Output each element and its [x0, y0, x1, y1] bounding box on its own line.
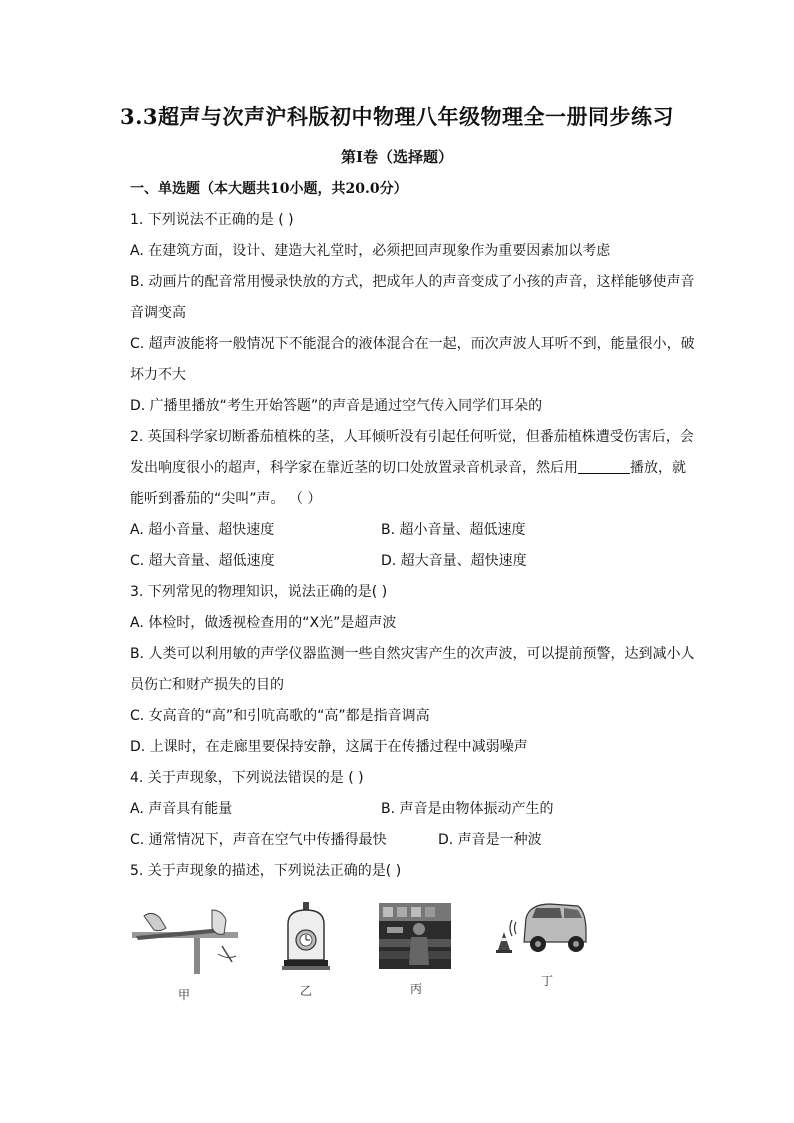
q4-option-a: A. 声音具有能量 [130, 801, 233, 817]
q3-option-c: C. 女高音的“高”和引吭高歌的“高”都是指音调高 [130, 708, 430, 724]
answer-blank [578, 459, 630, 474]
figure-label-yi: 乙 [300, 984, 313, 998]
q2-option-b: B. 超小音量、超低速度 [381, 522, 526, 538]
page-title: 3.3超声与次声沪科版初中物理八年级物理全一册同步练习 [119, 104, 675, 129]
q5-stem: 5. 关于声现象的描述，下列说法正确的是( ) [130, 863, 402, 879]
q1-option-a: A. 在建筑方面，设计、建造大礼堂时，必须把回声现象作为重要因素加以考虑 [130, 243, 611, 259]
q3-option-b-line2: 员伤亡和财产损失的目的 [130, 677, 284, 693]
q4-option-b: B. 声音是由物体振动产生的 [381, 801, 554, 817]
q1-option-c-line2: 坏力不大 [130, 367, 186, 383]
q3-option-b-line1: B. 人类可以利用敏的声学仪器监测一些自然灾害产生的次声波，可以提前预警，达到减小人 [130, 646, 695, 662]
q2-stem-line2-part2: 播放，就 [630, 460, 686, 476]
q2-stem-line3: 能听到番茄的“尖叫”声。 （ ） [130, 491, 322, 507]
q2-stem-line2-part1: 发出响度很小的超声，科学家在靠近茎的切口处放置录音机录音，然后用 [130, 460, 578, 476]
figure-reversing-car [494, 898, 588, 958]
q1-option-d: D. 广播里播放“考生开始答题”的声音是通过空气传入同学们耳朵的 [130, 398, 543, 414]
q2-options-row2 [130, 550, 527, 570]
figure-ruler-on-table [132, 902, 238, 974]
figure-label-ding: 丁 [541, 974, 554, 988]
figure-bell-jar [282, 902, 330, 970]
q4-stem: 4. 关于声现象，下列说法错误的是 ( ) [130, 770, 364, 786]
q1-option-b-line1: B. 动画片的配音常用慢录快放的方式，把成年人的声音变成了小孩的声音，这样能够使声音 [130, 274, 695, 290]
q3-option-a: A. 体检时，做透视检查用的“X光”是超声波 [130, 615, 397, 631]
figure-label-bing: 丙 [410, 982, 423, 996]
q2-stem-line2 [130, 457, 686, 477]
figure-label-jia: 甲 [178, 988, 191, 1002]
q2-option-c: C. 超大音量、超低速度 [130, 553, 275, 569]
q4-option-c: C. 通常情况下，声音在空气中传播得最快 [130, 832, 387, 848]
q2-option-a: A. 超小音量、超快速度 [130, 522, 275, 538]
q4-options-row2 [130, 829, 542, 849]
q1-option-b-line2: 音调变高 [130, 305, 186, 321]
q1-option-c-line1: C. 超声波能将一般情况下不能混合的液体混合在一起，而次声波人耳听不到，能量很小，破 [130, 336, 695, 352]
q2-option-d: D. 超大音量、超快速度 [381, 553, 527, 569]
figure-factory-worker [379, 903, 451, 969]
q4-option-d: D. 声音是一种波 [438, 832, 542, 848]
section-volume-title: 第Ⅰ卷（选择题） [340, 148, 454, 166]
q3-option-d: D. 上课时，在走廊里要保持安静，这属于在传播过程中减弱噪声 [130, 739, 528, 755]
section-heading: 一、单选题（本大题共10小题，共20.0分） [130, 181, 408, 197]
q1-stem: 1. 下列说法不正确的是 ( ) [130, 212, 294, 228]
q2-stem-line1: 2. 英国科学家切断番茄植株的茎，人耳倾听没有引起任何听觉，但番茄植株遭受伤害后，会 [130, 429, 694, 445]
q3-stem: 3. 下列常见的物理知识，说法正确的是( ) [130, 584, 388, 600]
q2-options-row1 [130, 519, 526, 539]
q4-options-row1 [130, 798, 554, 818]
